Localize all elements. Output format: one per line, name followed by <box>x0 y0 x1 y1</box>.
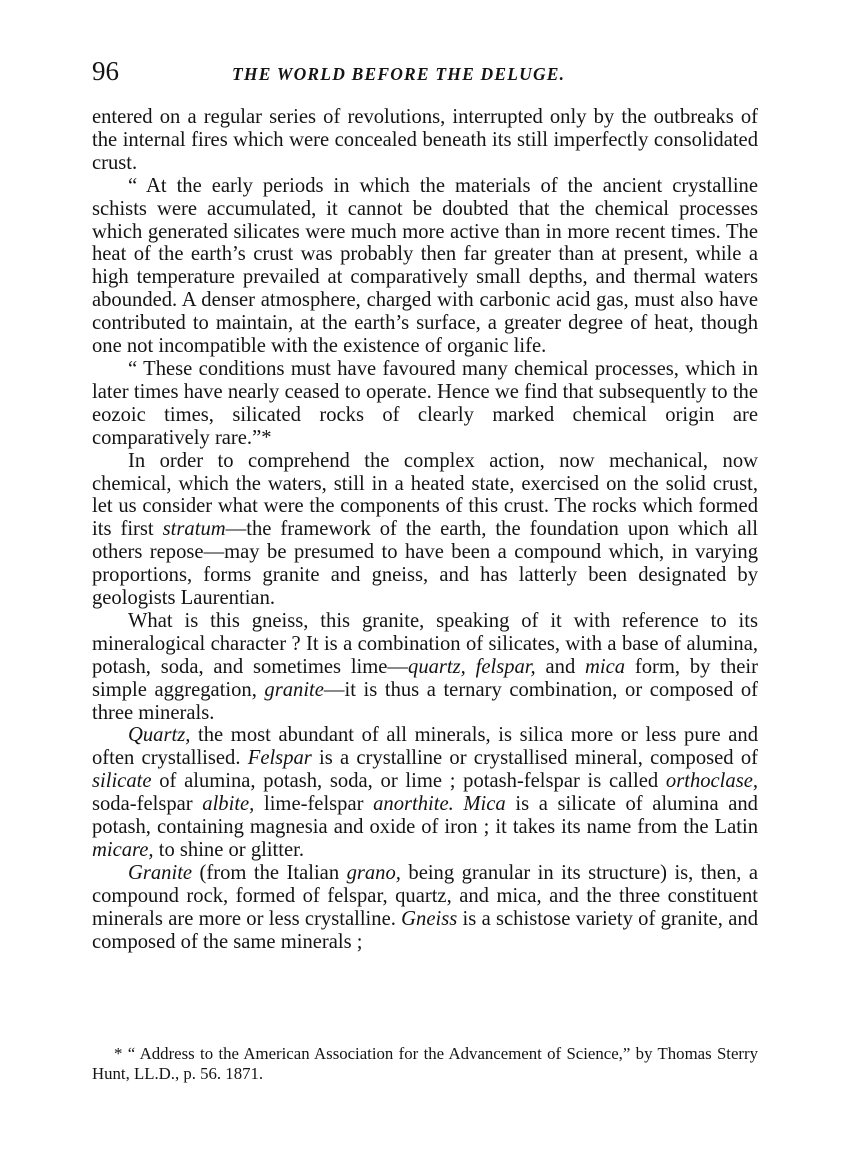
text-run: form, by their simple aggregation, <box>92 655 758 701</box>
text-run: “ These conditions must have favoured many chemical processes, which in later times have nearly ceased to operate. Hence we find that subsequently to the eozoic times, silicated rocks of clearly marked chemical origin are comparatively rare.”* <box>92 357 758 449</box>
text-run: (from the Italian <box>192 861 347 884</box>
paragraph <box>92 450 758 610</box>
italic-term: mica <box>585 655 626 678</box>
italic-term: Felspar <box>247 747 312 770</box>
italic-term: orthoclase, <box>665 770 758 793</box>
paragraph <box>92 724 758 861</box>
text-run: of alumina, potash, soda, or lime ; potash-felspar is called <box>151 770 666 793</box>
text-run: and <box>535 655 586 678</box>
text-run: —the framework of the earth, the foundation upon which all others repose—may be presumed to have been a compound which, in varying proportions, forms granite and gneiss, and has latterly been designated by geologists Laurentian. <box>92 518 758 610</box>
italic-term: anorthite. <box>373 793 454 816</box>
italic-term: granite <box>264 678 324 701</box>
italic-term: stratum <box>162 518 226 541</box>
paragraph <box>92 862 758 954</box>
text-run: —it is thus a ternary combination, or composed of three minerals. <box>92 678 758 724</box>
italic-term: Granite <box>128 861 193 884</box>
italic-term: Mica <box>463 793 506 816</box>
text-run: is a crystalline or crystallised mineral, composed of <box>311 747 758 770</box>
paragraph <box>92 106 758 175</box>
text-run: What is this gneiss, this granite, speaking of it with reference to its mineralogical character ? It is a combination of silicates, with a base of alumina, potash, soda, and sometimes lime— <box>92 609 758 678</box>
italic-term: albite, <box>202 793 255 816</box>
text-run: lime-felspar <box>254 793 374 816</box>
text-run: the most abundant of all minerals, is silica more or less pure and often crystallised. <box>92 724 758 770</box>
text-run: being granular in its structure) is, then, a compound rock, formed of felspar, quartz, and mica, and the three constituent minerals are more or less crystalline. <box>92 861 758 930</box>
text-run: to shine or glitter. <box>153 839 305 861</box>
italic-term: micare, <box>92 839 154 861</box>
italic-term: quartz, felspar, <box>408 655 536 678</box>
text-run <box>454 793 464 815</box>
italic-term: Quartz, <box>128 724 191 747</box>
italic-term: Gneiss <box>401 907 458 930</box>
text-run: soda-felspar <box>92 793 203 816</box>
page-header <box>92 56 758 90</box>
text-run: “ At the early periods in which the materials of the ancient crystalline schists were accumulated, it cannot be doubted that the chemical processes which generated silicates were much more active than in more recent times. The heat of the earth’s crust was probably then far greater than at present, while a high temperature prevailed at comparatively small depths, and thermal waters abounded. A denser atmosphere, charged with carbonic acid gas, must also have contributed to maintain, at the earth’s surface, a greater degree of heat, though one not incompatible with the existence of organic life. <box>92 174 758 358</box>
page-number: 96 <box>92 56 119 86</box>
footnote-text: * “ Address to the American Association for the Advancement of Science,” by Thomas Sterry Hunt, LL.D., p. 56. 1871. <box>92 1044 758 1083</box>
running-title: THE WORLD BEFORE THE DELUGE. <box>232 64 566 84</box>
paragraph <box>92 358 758 450</box>
italic-term: grano, <box>346 861 401 884</box>
italic-term: silicate <box>92 770 152 793</box>
text-run: is a schistose variety of granite, and composed of the same minerals ; <box>92 907 758 953</box>
paragraph <box>92 175 758 358</box>
text-run: In order to comprehend the complex action, now mechanical, now chemical, which the waters, still in a heated state, exercised on the solid crust, let us consider what were the components of this crust. The rocks which formed its first <box>92 449 758 541</box>
paragraph <box>92 610 758 725</box>
footnote <box>92 1044 758 1084</box>
body-text <box>92 106 758 954</box>
text-run: is a silicate of alumina and potash, containing magnesia and oxide of iron ; it takes its name from the Latin <box>92 793 758 839</box>
text-run: entered on a regular series of revolutions, interrupted only by the outbreaks of the internal fires which were concealed beneath its still imperfectly consolidated crust. <box>92 106 758 174</box>
